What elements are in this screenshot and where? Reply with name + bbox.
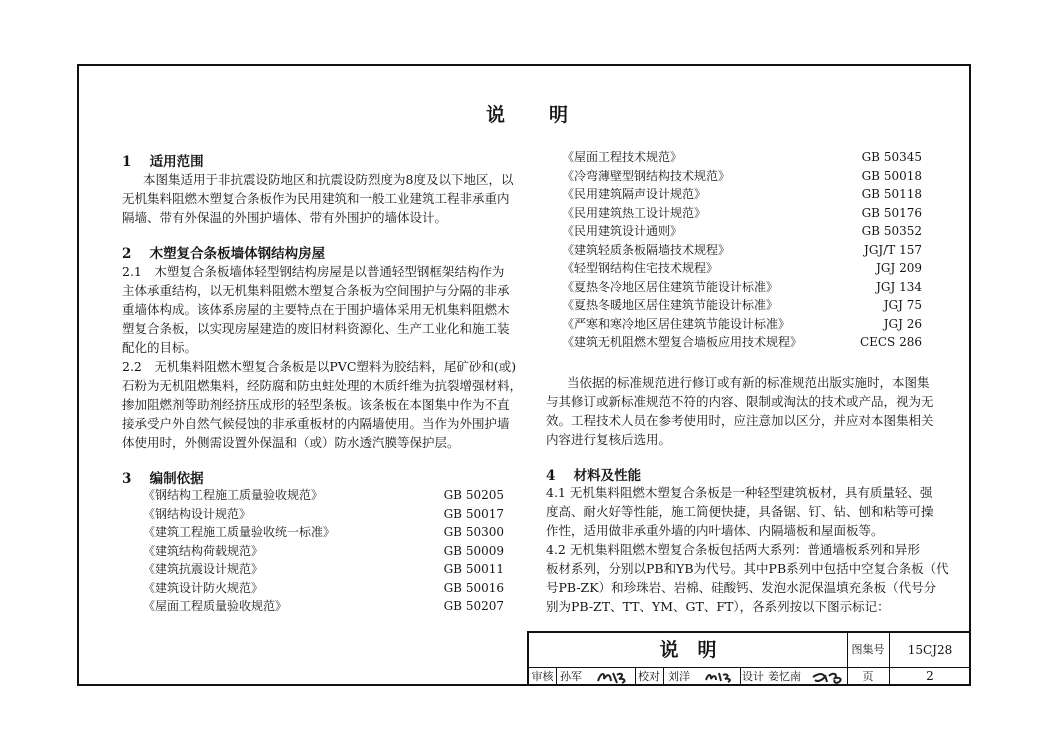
section2-line: 体使用时，外侧需设置外保温和（或）防水透汽膜等保护层。 (122, 435, 460, 450)
section2-line: 掺加阻燃剂等助剂经挤压成形的轻型条板。该条板在本图集中作为不直 (122, 397, 510, 412)
atlas-number: 15CJ28 (907, 643, 953, 657)
section2-line: 接承受户外自然气候侵蚀的非承重板材的内隔墙使用。当作为外围护墙 (122, 416, 510, 431)
atlas-number-label: 图集号 (851, 643, 885, 656)
title-block-divider (556, 667, 557, 686)
reference-name: 《建筑轻质条板隔墙技术规程》 (562, 242, 731, 257)
section4-line: 4.1 无机集料阻燃木塑复合条板是一种轻型建筑板材，具有质量轻、强 (546, 485, 933, 500)
reference-name: 《民用建筑热工设计规范》 (562, 205, 707, 220)
reference-code: JGJ 134 (876, 279, 922, 294)
reference-code: JGJ/T 157 (864, 242, 922, 257)
reference-name: 《严寒和寒冷地区居住建筑节能设计标准》 (562, 316, 791, 331)
checker-signature (703, 670, 735, 684)
section2-line: 重墙体构成。该体系房屋的主要特点在于围护墙体采用无机集料阻燃木 (122, 302, 510, 317)
reference-code: GB 50300 (443, 525, 504, 539)
review-label: 审核 (531, 670, 554, 683)
section4-line: 号PB-ZK）和珍珠岩、岩棉、硅酸钙、发泡水泥保温填充条板（代号分 (546, 580, 937, 595)
title-block-divider (663, 667, 664, 686)
reference-code: GB 50176 (861, 205, 922, 220)
reviewer-name: 孙军 (560, 670, 582, 683)
designer-signature (811, 669, 845, 685)
section4-line: 度高、耐火好等性能，施工简便快捷，具备锯、钉、钻、刨和粘等可操 (546, 504, 934, 519)
section4-line: 4.2 无机集料阻燃木塑复合条板包括两大系列：普通墙板系列和异形 (546, 542, 920, 557)
reference-name: 《民用建筑隔声设计规范》 (562, 187, 707, 201)
reference-code: JGJ 26 (883, 316, 922, 331)
reference-name: 《冷弯薄壁型钢结构技术规范》 (562, 168, 731, 183)
reference-code: JGJ 75 (883, 298, 922, 312)
designer-name: 姜忆南 (768, 670, 801, 683)
page-number: 2 (926, 669, 934, 683)
section4-line: 作性，适用做非承重外墙的内叶墙体、内隔墙板和屋面板等。 (546, 523, 884, 538)
reference-name: 《屋面工程质量验收规范》 (143, 599, 288, 613)
design-label: 设计 (742, 670, 764, 683)
reference-name: 《屋面工程技术规范》 (562, 150, 683, 164)
checker-name: 刘洋 (668, 670, 690, 683)
section4-line: 板材系列，分别以PB和YB为代号。其中PB系列中包括中空复合条板（代 (546, 561, 949, 576)
section1-line: 本图集适用于非抗震设防地区和抗震设防烈度为8度及以下地区，以 (143, 172, 514, 187)
note-line: 与其修订或新标准规范不符的内容、限制或淘汰的技术或产品，视为无 (546, 394, 934, 409)
section2-line: 2.2 无机集料阻燃木塑复合条板是以PVC塑料为胶结料，尾矿砂和(或) (122, 359, 517, 374)
reference-name: 《夏热冬冷地区居住建筑节能设计标准》 (562, 279, 779, 294)
reference-name: 《建筑无机阻燃木塑复合墙板应用技术规程》 (562, 335, 803, 349)
page-title: 说 明 (486, 104, 571, 126)
reference-code: GB 50205 (443, 488, 504, 502)
section4-line: 别为PB-ZT、TT、YM、GT、FT），各系列按以下图示标记： (546, 599, 890, 614)
title-block-title: 说 明 (659, 639, 717, 661)
reference-name: 《民用建筑设计通则》 (562, 224, 683, 238)
reference-code: GB 50345 (861, 150, 922, 164)
reference-name: 《建筑抗震设计规范》 (143, 562, 264, 576)
section1-line: 无机集料阻燃木塑复合条板作为民用建筑和一般工业建筑工程非承重内 (122, 191, 510, 206)
reference-code: GB 50207 (443, 599, 504, 613)
check-label: 校对 (638, 670, 660, 683)
section4-heading: 4 材料及性能 (546, 468, 642, 484)
title-block (527, 631, 971, 686)
reference-code: GB 50017 (443, 506, 504, 521)
reference-name: 《建筑结构荷载规范》 (143, 543, 264, 558)
section2-line: 主体承重结构，以无机集料阻燃木塑复合条板为空间围护与分隔的非承 (122, 283, 510, 298)
reference-code: GB 50016 (443, 580, 504, 595)
note-line: 当依据的标准规范进行修订或有新的标准规范出版实施时，本图集 (567, 375, 930, 390)
reference-code: JGJ 209 (876, 261, 922, 275)
page-label: 页 (862, 670, 874, 683)
reference-name: 《建筑设计防火规范》 (143, 580, 264, 595)
reference-code: GB 50011 (443, 562, 504, 576)
reference-code: GB 50009 (443, 543, 504, 558)
reference-name: 《钢结构工程施工质量验收规范》 (143, 488, 324, 502)
reference-name: 《轻型钢结构住宅技术规程》 (562, 261, 719, 275)
section2-line: 塑复合条板，以实现房屋建造的废旧材料资源化、生产工业化和施工装 (122, 321, 510, 336)
reference-code: CECS 286 (859, 335, 922, 349)
note-line: 内容进行复核后选用。 (546, 432, 672, 447)
section1-line: 隔墙、带有外保温的外围护墙体、带有外围护的墙体设计。 (122, 210, 448, 225)
reviewer-signature (595, 669, 631, 685)
reference-name: 《建筑工程施工质量验收统一标准》 (143, 525, 336, 539)
section3-heading: 3 编制依据 (122, 471, 204, 487)
section2-heading: 2 木塑复合条板墙体钢结构房屋 (122, 246, 326, 262)
section2-line: 石粉为无机阻燃集料，经防腐和防虫蛀处理的木质纤维为抗裂增强材料， (122, 378, 523, 393)
reference-name: 《夏热冬暖地区居住建筑节能设计标准》 (562, 298, 779, 312)
section1-heading: 1 适用范围 (122, 154, 204, 170)
reference-code: GB 50352 (861, 224, 922, 238)
note-line: 效。工程技术人员在参考使用时，应注意加以区分，并应对本图集相关 (546, 413, 934, 428)
section2-line: 配化的目标。 (122, 340, 198, 355)
reference-name: 《钢结构设计规范》 (143, 506, 252, 521)
reference-code: GB 50018 (861, 168, 922, 183)
section2-line: 2.1 木塑复合条板墙体轻型钢结构房屋是以普通轻型钢框架结构作为 (122, 264, 505, 279)
reference-code: GB 50118 (861, 187, 922, 201)
